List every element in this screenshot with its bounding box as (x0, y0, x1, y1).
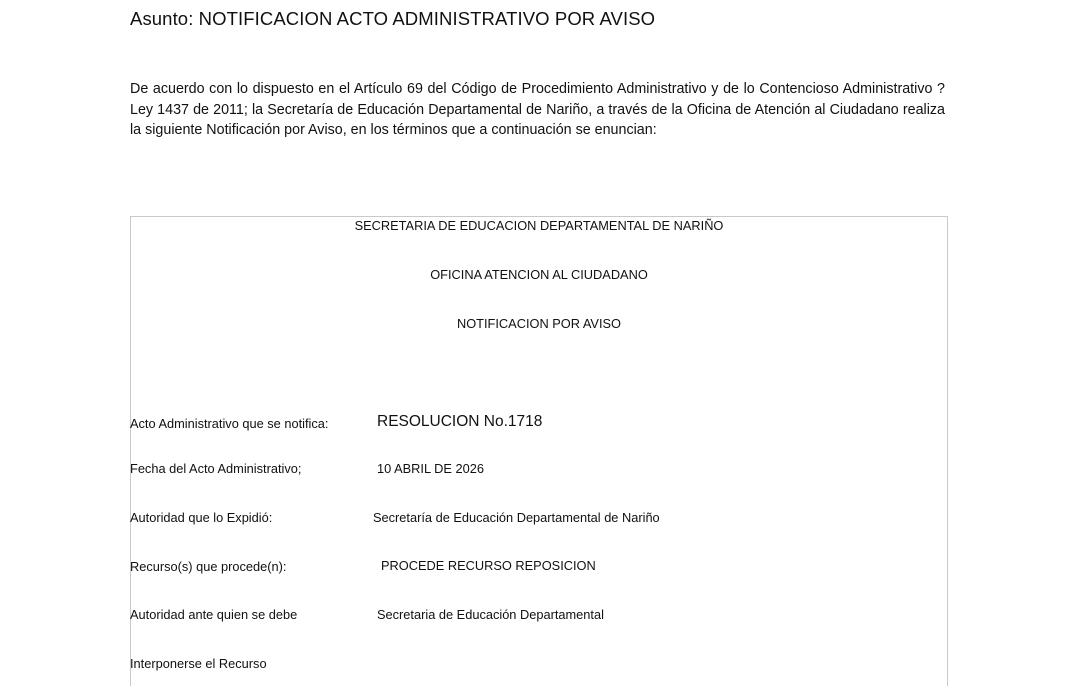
field-value-authority: Secretaría de Educación Departamental de Nariño (373, 510, 660, 525)
field-value-appeals: PROCEDE RECURSO REPOSICION (381, 558, 596, 573)
field-value-date: 10 ABRIL DE 2026 (377, 461, 484, 476)
notice-heading-department: SECRETARIA DE EDUCACION DEPARTAMENTAL DE NARIÑO (354, 218, 724, 233)
intro-paragraph: De acuerdo con lo dispuesto en el Artículo 69 del Código de Procedimiento Administrativo y de lo Contencioso Administrativo ? Ley 1437 de 2011; la Secretaría de Educación Departamental de Nariño, a través de la Oficina de Atención al Ciudadano realiza la siguiente Notificación por Aviso, en los términos que a continuación se enuncian: (130, 81, 945, 138)
field-label-appeals: Recurso(s) que procede(n): (130, 559, 287, 574)
notice-heading-title: NOTIFICACION POR AVISO (456, 316, 621, 331)
field-label-act: Acto Administrativo que se notifica: (130, 416, 329, 431)
field-label-appeal-filing: Interponerse el Recurso (130, 656, 267, 671)
field-value-appeal-authority: Secretaria de Educación Departamental (377, 607, 604, 622)
field-value-act: RESOLUCION No.1718 (377, 413, 543, 430)
subject-line: Asunto: NOTIFICACION ACTO ADMINISTRATIVO POR AVISO (130, 8, 656, 29)
field-label-date: Fecha del Acto Administrativo; (130, 461, 302, 476)
field-label-appeal-authority: Autoridad ante quien se debe (130, 607, 298, 622)
field-label-authority: Autoridad que lo Expidió: (130, 510, 273, 525)
notice-heading-office: OFICINA ATENCION AL CIUDADANO (430, 267, 648, 282)
